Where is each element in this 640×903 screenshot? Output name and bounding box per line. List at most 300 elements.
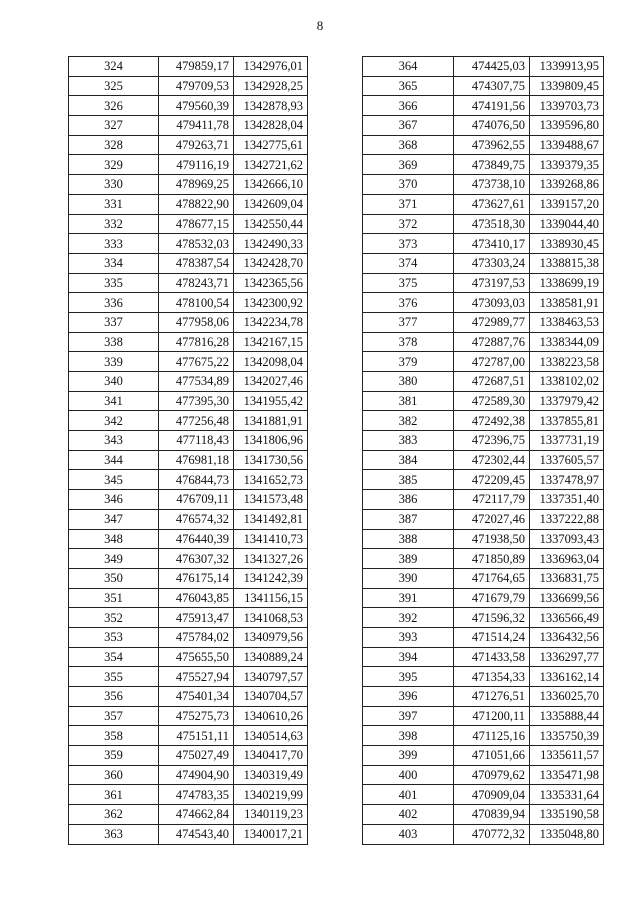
point-number-cell: 383 bbox=[363, 431, 454, 451]
y-coordinate-cell: 1342098,04 bbox=[234, 352, 308, 372]
table-row bbox=[363, 96, 604, 116]
y-coordinate-cell: 1341955,42 bbox=[234, 391, 308, 411]
point-number-cell: 330 bbox=[69, 175, 159, 195]
table-row bbox=[69, 293, 308, 313]
table-row bbox=[363, 509, 604, 529]
x-coordinate-cell: 474191,56 bbox=[454, 96, 530, 116]
point-number-cell: 381 bbox=[363, 391, 454, 411]
y-coordinate-cell: 1341652,73 bbox=[234, 470, 308, 490]
y-coordinate-cell: 1342609,04 bbox=[234, 194, 308, 214]
x-coordinate-cell: 472492,38 bbox=[454, 411, 530, 431]
y-coordinate-cell: 1338102,02 bbox=[530, 372, 604, 392]
table-row bbox=[363, 116, 604, 136]
x-coordinate-cell: 476043,85 bbox=[159, 588, 234, 608]
table-row bbox=[363, 529, 604, 549]
table-row bbox=[69, 116, 308, 136]
y-coordinate-cell: 1341573,48 bbox=[234, 490, 308, 510]
x-coordinate-cell: 472027,46 bbox=[454, 509, 530, 529]
y-coordinate-cell: 1340514,63 bbox=[234, 726, 308, 746]
y-coordinate-cell: 1342721,62 bbox=[234, 155, 308, 175]
x-coordinate-cell: 471354,33 bbox=[454, 667, 530, 687]
x-coordinate-cell: 471276,51 bbox=[454, 687, 530, 707]
point-number-cell: 366 bbox=[363, 96, 454, 116]
point-number-cell: 341 bbox=[69, 391, 159, 411]
table-row bbox=[69, 155, 308, 175]
table-row bbox=[69, 175, 308, 195]
point-number-cell: 347 bbox=[69, 509, 159, 529]
table-row bbox=[363, 431, 604, 451]
x-coordinate-cell: 473627,61 bbox=[454, 194, 530, 214]
point-number-cell: 334 bbox=[69, 253, 159, 273]
x-coordinate-cell: 479560,39 bbox=[159, 96, 234, 116]
table-row bbox=[69, 57, 308, 77]
y-coordinate-cell: 1341492,81 bbox=[234, 509, 308, 529]
y-coordinate-cell: 1342234,78 bbox=[234, 312, 308, 332]
point-number-cell: 369 bbox=[363, 155, 454, 175]
table-row bbox=[69, 568, 308, 588]
table-row bbox=[363, 332, 604, 352]
table-row bbox=[363, 627, 604, 647]
x-coordinate-cell: 478243,71 bbox=[159, 273, 234, 293]
table-row bbox=[363, 57, 604, 77]
y-coordinate-cell: 1342490,33 bbox=[234, 234, 308, 254]
x-coordinate-cell: 475401,34 bbox=[159, 687, 234, 707]
table-row bbox=[363, 214, 604, 234]
x-coordinate-cell: 470979,62 bbox=[454, 765, 530, 785]
table-row bbox=[69, 647, 308, 667]
y-coordinate-cell: 1336162,14 bbox=[530, 667, 604, 687]
table-row bbox=[69, 135, 308, 155]
y-coordinate-cell: 1337093,43 bbox=[530, 529, 604, 549]
y-coordinate-cell: 1340219,99 bbox=[234, 785, 308, 805]
point-number-cell: 397 bbox=[363, 706, 454, 726]
point-number-cell: 331 bbox=[69, 194, 159, 214]
x-coordinate-cell: 472209,45 bbox=[454, 470, 530, 490]
table-row bbox=[363, 470, 604, 490]
point-number-cell: 400 bbox=[363, 765, 454, 785]
x-coordinate-cell: 478969,25 bbox=[159, 175, 234, 195]
table-row bbox=[363, 372, 604, 392]
point-number-cell: 363 bbox=[69, 824, 159, 844]
point-number-cell: 373 bbox=[363, 234, 454, 254]
y-coordinate-cell: 1335611,57 bbox=[530, 746, 604, 766]
point-number-cell: 336 bbox=[69, 293, 159, 313]
table-row bbox=[69, 529, 308, 549]
x-coordinate-cell: 475784,02 bbox=[159, 627, 234, 647]
point-number-cell: 349 bbox=[69, 549, 159, 569]
x-coordinate-cell: 475655,50 bbox=[159, 647, 234, 667]
x-coordinate-cell: 476981,18 bbox=[159, 450, 234, 470]
point-number-cell: 355 bbox=[69, 667, 159, 687]
table-row bbox=[363, 312, 604, 332]
y-coordinate-cell: 1341806,96 bbox=[234, 431, 308, 451]
y-coordinate-cell: 1341068,53 bbox=[234, 608, 308, 628]
point-number-cell: 345 bbox=[69, 470, 159, 490]
y-coordinate-cell: 1338815,38 bbox=[530, 253, 604, 273]
x-coordinate-cell: 472989,77 bbox=[454, 312, 530, 332]
page-number: 8 bbox=[316, 18, 324, 33]
table-row bbox=[69, 194, 308, 214]
table-row bbox=[69, 352, 308, 372]
table-row bbox=[363, 76, 604, 96]
x-coordinate-cell: 475913,47 bbox=[159, 608, 234, 628]
point-number-cell: 352 bbox=[69, 608, 159, 628]
point-number-cell: 395 bbox=[363, 667, 454, 687]
table-row bbox=[69, 372, 308, 392]
y-coordinate-cell: 1337605,57 bbox=[530, 450, 604, 470]
x-coordinate-cell: 473849,75 bbox=[454, 155, 530, 175]
y-coordinate-cell: 1336025,70 bbox=[530, 687, 604, 707]
table-row bbox=[69, 234, 308, 254]
x-coordinate-cell: 478677,15 bbox=[159, 214, 234, 234]
y-coordinate-cell: 1337855,81 bbox=[530, 411, 604, 431]
table-row bbox=[363, 647, 604, 667]
point-number-cell: 326 bbox=[69, 96, 159, 116]
point-number-cell: 368 bbox=[363, 135, 454, 155]
table-row bbox=[69, 391, 308, 411]
point-number-cell: 337 bbox=[69, 312, 159, 332]
y-coordinate-cell: 1336432,56 bbox=[530, 627, 604, 647]
point-number-cell: 375 bbox=[363, 273, 454, 293]
y-coordinate-cell: 1337478,97 bbox=[530, 470, 604, 490]
point-number-cell: 393 bbox=[363, 627, 454, 647]
table-row bbox=[363, 411, 604, 431]
x-coordinate-cell: 473303,24 bbox=[454, 253, 530, 273]
point-number-cell: 348 bbox=[69, 529, 159, 549]
y-coordinate-cell: 1342878,93 bbox=[234, 96, 308, 116]
y-coordinate-cell: 1335888,44 bbox=[530, 706, 604, 726]
coordinates-table-right bbox=[362, 56, 604, 845]
table-row bbox=[69, 746, 308, 766]
x-coordinate-cell: 477118,43 bbox=[159, 431, 234, 451]
point-number-cell: 360 bbox=[69, 765, 159, 785]
y-coordinate-cell: 1340704,57 bbox=[234, 687, 308, 707]
table-row bbox=[363, 450, 604, 470]
x-coordinate-cell: 476574,32 bbox=[159, 509, 234, 529]
x-coordinate-cell: 477534,89 bbox=[159, 372, 234, 392]
x-coordinate-cell: 472302,44 bbox=[454, 450, 530, 470]
x-coordinate-cell: 474662,84 bbox=[159, 805, 234, 825]
x-coordinate-cell: 477675,22 bbox=[159, 352, 234, 372]
point-number-cell: 329 bbox=[69, 155, 159, 175]
y-coordinate-cell: 1339809,45 bbox=[530, 76, 604, 96]
point-number-cell: 387 bbox=[363, 509, 454, 529]
x-coordinate-cell: 477958,06 bbox=[159, 312, 234, 332]
x-coordinate-cell: 471596,32 bbox=[454, 608, 530, 628]
x-coordinate-cell: 477816,28 bbox=[159, 332, 234, 352]
x-coordinate-cell: 472396,75 bbox=[454, 431, 530, 451]
point-number-cell: 335 bbox=[69, 273, 159, 293]
table-row bbox=[69, 411, 308, 431]
x-coordinate-cell: 474425,03 bbox=[454, 57, 530, 77]
x-coordinate-cell: 471200,11 bbox=[454, 706, 530, 726]
table-row bbox=[69, 765, 308, 785]
point-number-cell: 353 bbox=[69, 627, 159, 647]
point-number-cell: 343 bbox=[69, 431, 159, 451]
table-row bbox=[363, 824, 604, 844]
x-coordinate-cell: 479859,17 bbox=[159, 57, 234, 77]
table-row bbox=[363, 588, 604, 608]
table-row bbox=[69, 687, 308, 707]
x-coordinate-cell: 475527,94 bbox=[159, 667, 234, 687]
x-coordinate-cell: 470839,94 bbox=[454, 805, 530, 825]
point-number-cell: 358 bbox=[69, 726, 159, 746]
point-number-cell: 371 bbox=[363, 194, 454, 214]
y-coordinate-cell: 1339379,35 bbox=[530, 155, 604, 175]
y-coordinate-cell: 1341156,15 bbox=[234, 588, 308, 608]
point-number-cell: 378 bbox=[363, 332, 454, 352]
table-row bbox=[363, 785, 604, 805]
x-coordinate-cell: 475151,11 bbox=[159, 726, 234, 746]
x-coordinate-cell: 472589,30 bbox=[454, 391, 530, 411]
coordinates-table-left bbox=[68, 56, 308, 845]
y-coordinate-cell: 1335190,58 bbox=[530, 805, 604, 825]
point-number-cell: 390 bbox=[363, 568, 454, 588]
y-coordinate-cell: 1340797,57 bbox=[234, 667, 308, 687]
point-number-cell: 364 bbox=[363, 57, 454, 77]
table-row bbox=[69, 450, 308, 470]
x-coordinate-cell: 474076,50 bbox=[454, 116, 530, 136]
table-row bbox=[69, 332, 308, 352]
y-coordinate-cell: 1335750,39 bbox=[530, 726, 604, 746]
y-coordinate-cell: 1342666,10 bbox=[234, 175, 308, 195]
y-coordinate-cell: 1340889,24 bbox=[234, 647, 308, 667]
point-number-cell: 379 bbox=[363, 352, 454, 372]
coordinates-table-left-body bbox=[69, 57, 308, 845]
point-number-cell: 396 bbox=[363, 687, 454, 707]
x-coordinate-cell: 471679,79 bbox=[454, 588, 530, 608]
point-number-cell: 344 bbox=[69, 450, 159, 470]
y-coordinate-cell: 1340119,23 bbox=[234, 805, 308, 825]
table-row bbox=[363, 726, 604, 746]
y-coordinate-cell: 1335331,64 bbox=[530, 785, 604, 805]
table-row bbox=[363, 234, 604, 254]
point-number-cell: 398 bbox=[363, 726, 454, 746]
table-row bbox=[363, 608, 604, 628]
table-row bbox=[69, 667, 308, 687]
x-coordinate-cell: 471125,16 bbox=[454, 726, 530, 746]
x-coordinate-cell: 472117,79 bbox=[454, 490, 530, 510]
y-coordinate-cell: 1340610,26 bbox=[234, 706, 308, 726]
point-number-cell: 362 bbox=[69, 805, 159, 825]
y-coordinate-cell: 1336297,77 bbox=[530, 647, 604, 667]
y-coordinate-cell: 1341410,73 bbox=[234, 529, 308, 549]
table-row bbox=[69, 785, 308, 805]
table-row bbox=[363, 549, 604, 569]
y-coordinate-cell: 1341730,56 bbox=[234, 450, 308, 470]
y-coordinate-cell: 1342428,70 bbox=[234, 253, 308, 273]
x-coordinate-cell: 476440,39 bbox=[159, 529, 234, 549]
table-row bbox=[69, 627, 308, 647]
table-row bbox=[363, 765, 604, 785]
point-number-cell: 354 bbox=[69, 647, 159, 667]
x-coordinate-cell: 476709,11 bbox=[159, 490, 234, 510]
x-coordinate-cell: 470909,04 bbox=[454, 785, 530, 805]
point-number-cell: 374 bbox=[363, 253, 454, 273]
x-coordinate-cell: 473518,30 bbox=[454, 214, 530, 234]
table-row bbox=[69, 253, 308, 273]
x-coordinate-cell: 475027,49 bbox=[159, 746, 234, 766]
point-number-cell: 380 bbox=[363, 372, 454, 392]
point-number-cell: 394 bbox=[363, 647, 454, 667]
y-coordinate-cell: 1342775,61 bbox=[234, 135, 308, 155]
coordinates-table-right-body bbox=[363, 57, 604, 845]
table-row bbox=[69, 509, 308, 529]
table-row bbox=[363, 706, 604, 726]
y-coordinate-cell: 1338581,91 bbox=[530, 293, 604, 313]
x-coordinate-cell: 471938,50 bbox=[454, 529, 530, 549]
y-coordinate-cell: 1337979,42 bbox=[530, 391, 604, 411]
point-number-cell: 339 bbox=[69, 352, 159, 372]
x-coordinate-cell: 470772,32 bbox=[454, 824, 530, 844]
table-row bbox=[363, 194, 604, 214]
point-number-cell: 370 bbox=[363, 175, 454, 195]
x-coordinate-cell: 479116,19 bbox=[159, 155, 234, 175]
table-row bbox=[363, 175, 604, 195]
x-coordinate-cell: 474783,35 bbox=[159, 785, 234, 805]
table-row bbox=[69, 312, 308, 332]
point-number-cell: 350 bbox=[69, 568, 159, 588]
point-number-cell: 351 bbox=[69, 588, 159, 608]
y-coordinate-cell: 1337222,88 bbox=[530, 509, 604, 529]
table-row bbox=[363, 805, 604, 825]
point-number-cell: 399 bbox=[363, 746, 454, 766]
x-coordinate-cell: 478100,54 bbox=[159, 293, 234, 313]
table-row bbox=[69, 588, 308, 608]
point-number-cell: 389 bbox=[363, 549, 454, 569]
table-row bbox=[363, 667, 604, 687]
table-row bbox=[69, 490, 308, 510]
y-coordinate-cell: 1341881,91 bbox=[234, 411, 308, 431]
y-coordinate-cell: 1342828,04 bbox=[234, 116, 308, 136]
y-coordinate-cell: 1341327,26 bbox=[234, 549, 308, 569]
y-coordinate-cell: 1338463,53 bbox=[530, 312, 604, 332]
table-row bbox=[69, 273, 308, 293]
table-row bbox=[69, 726, 308, 746]
x-coordinate-cell: 471850,89 bbox=[454, 549, 530, 569]
x-coordinate-cell: 471514,24 bbox=[454, 627, 530, 647]
x-coordinate-cell: 472787,00 bbox=[454, 352, 530, 372]
x-coordinate-cell: 471764,65 bbox=[454, 568, 530, 588]
table-row bbox=[363, 687, 604, 707]
point-number-cell: 402 bbox=[363, 805, 454, 825]
table-row bbox=[363, 391, 604, 411]
x-coordinate-cell: 478387,54 bbox=[159, 253, 234, 273]
y-coordinate-cell: 1338930,45 bbox=[530, 234, 604, 254]
y-coordinate-cell: 1338223,58 bbox=[530, 352, 604, 372]
table-row bbox=[363, 273, 604, 293]
x-coordinate-cell: 471433,58 bbox=[454, 647, 530, 667]
table-row bbox=[363, 568, 604, 588]
point-number-cell: 403 bbox=[363, 824, 454, 844]
table-row bbox=[69, 608, 308, 628]
y-coordinate-cell: 1338344,09 bbox=[530, 332, 604, 352]
table-row bbox=[363, 155, 604, 175]
point-number-cell: 372 bbox=[363, 214, 454, 234]
x-coordinate-cell: 474543,40 bbox=[159, 824, 234, 844]
table-row bbox=[69, 805, 308, 825]
table-row bbox=[69, 549, 308, 569]
x-coordinate-cell: 473410,17 bbox=[454, 234, 530, 254]
x-coordinate-cell: 478822,90 bbox=[159, 194, 234, 214]
point-number-cell: 361 bbox=[69, 785, 159, 805]
y-coordinate-cell: 1342365,56 bbox=[234, 273, 308, 293]
point-number-cell: 384 bbox=[363, 450, 454, 470]
x-coordinate-cell: 476175,14 bbox=[159, 568, 234, 588]
x-coordinate-cell: 474307,75 bbox=[454, 76, 530, 96]
point-number-cell: 392 bbox=[363, 608, 454, 628]
y-coordinate-cell: 1335471,98 bbox=[530, 765, 604, 785]
table-row bbox=[69, 470, 308, 490]
x-coordinate-cell: 477395,30 bbox=[159, 391, 234, 411]
table-row bbox=[363, 490, 604, 510]
point-number-cell: 342 bbox=[69, 411, 159, 431]
table-row bbox=[69, 824, 308, 844]
x-coordinate-cell: 472687,51 bbox=[454, 372, 530, 392]
table-row bbox=[69, 76, 308, 96]
y-coordinate-cell: 1339488,67 bbox=[530, 135, 604, 155]
point-number-cell: 391 bbox=[363, 588, 454, 608]
y-coordinate-cell: 1338699,19 bbox=[530, 273, 604, 293]
point-number-cell: 346 bbox=[69, 490, 159, 510]
point-number-cell: 377 bbox=[363, 312, 454, 332]
point-number-cell: 328 bbox=[69, 135, 159, 155]
table-row bbox=[69, 706, 308, 726]
point-number-cell: 388 bbox=[363, 529, 454, 549]
point-number-cell: 356 bbox=[69, 687, 159, 707]
y-coordinate-cell: 1342300,92 bbox=[234, 293, 308, 313]
x-coordinate-cell: 477256,48 bbox=[159, 411, 234, 431]
y-coordinate-cell: 1340979,56 bbox=[234, 627, 308, 647]
x-coordinate-cell: 473962,55 bbox=[454, 135, 530, 155]
x-coordinate-cell: 476307,32 bbox=[159, 549, 234, 569]
x-coordinate-cell: 478532,03 bbox=[159, 234, 234, 254]
table-row bbox=[363, 253, 604, 273]
x-coordinate-cell: 472887,76 bbox=[454, 332, 530, 352]
point-number-cell: 324 bbox=[69, 57, 159, 77]
y-coordinate-cell: 1339044,40 bbox=[530, 214, 604, 234]
y-coordinate-cell: 1340417,70 bbox=[234, 746, 308, 766]
x-coordinate-cell: 476844,73 bbox=[159, 470, 234, 490]
x-coordinate-cell: 474904,90 bbox=[159, 765, 234, 785]
point-number-cell: 357 bbox=[69, 706, 159, 726]
table-row bbox=[69, 431, 308, 451]
y-coordinate-cell: 1340017,21 bbox=[234, 824, 308, 844]
point-number-cell: 365 bbox=[363, 76, 454, 96]
x-coordinate-cell: 473197,53 bbox=[454, 273, 530, 293]
point-number-cell: 367 bbox=[363, 116, 454, 136]
y-coordinate-cell: 1339913,95 bbox=[530, 57, 604, 77]
y-coordinate-cell: 1335048,80 bbox=[530, 824, 604, 844]
y-coordinate-cell: 1339268,86 bbox=[530, 175, 604, 195]
point-number-cell: 325 bbox=[69, 76, 159, 96]
y-coordinate-cell: 1337351,40 bbox=[530, 490, 604, 510]
y-coordinate-cell: 1342976,01 bbox=[234, 57, 308, 77]
x-coordinate-cell: 473738,10 bbox=[454, 175, 530, 195]
y-coordinate-cell: 1339703,73 bbox=[530, 96, 604, 116]
y-coordinate-cell: 1339596,80 bbox=[530, 116, 604, 136]
point-number-cell: 382 bbox=[363, 411, 454, 431]
y-coordinate-cell: 1336699,56 bbox=[530, 588, 604, 608]
y-coordinate-cell: 1336831,75 bbox=[530, 568, 604, 588]
y-coordinate-cell: 1342027,46 bbox=[234, 372, 308, 392]
y-coordinate-cell: 1342550,44 bbox=[234, 214, 308, 234]
y-coordinate-cell: 1337731,19 bbox=[530, 431, 604, 451]
y-coordinate-cell: 1336566,49 bbox=[530, 608, 604, 628]
x-coordinate-cell: 475275,73 bbox=[159, 706, 234, 726]
table-row bbox=[363, 746, 604, 766]
point-number-cell: 386 bbox=[363, 490, 454, 510]
